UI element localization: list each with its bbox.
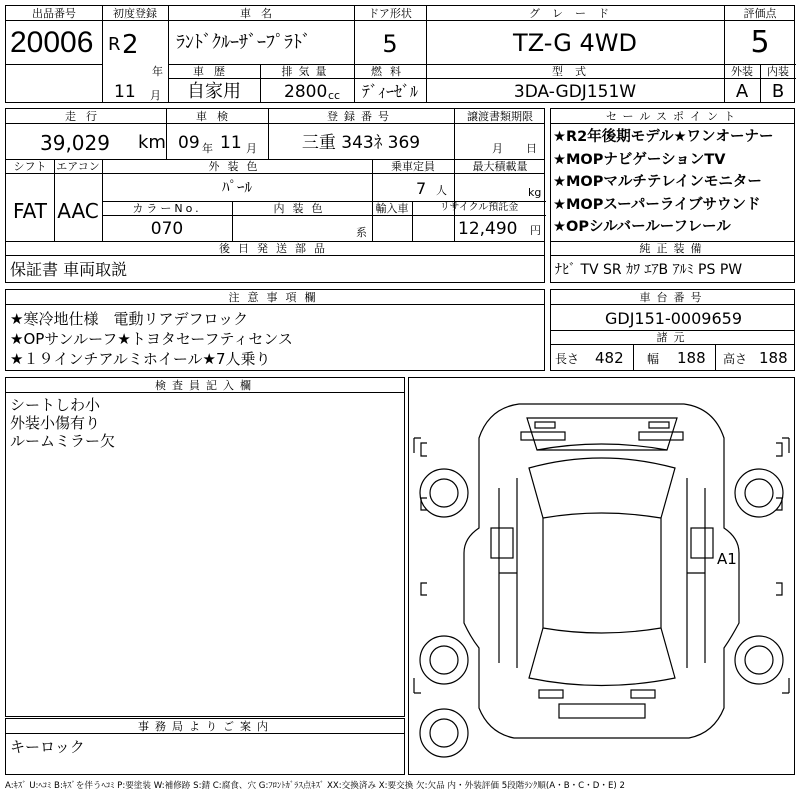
int-color-label: 内装色: [273, 202, 331, 215]
later-parts-label: 後日発送部品: [219, 242, 333, 255]
sales-point: ★MOPマルチテレインモニター: [553, 174, 762, 190]
fuel-label: 燃料: [371, 65, 409, 78]
office-section: [5, 718, 405, 775]
lot-no-label: 出品番号: [32, 7, 76, 20]
notes-label: 注意事項欄: [228, 291, 324, 304]
grade-label: グレード: [529, 7, 621, 20]
model-label: 型式: [552, 65, 598, 78]
legend: A:ｷｽﾞ U:ﾍｺﾐ B:ｷｽﾞを伴うﾍｺﾐ P:要塗装 W:補修跡 S:錆 C:腐食、穴 G:ﾌﾛﾝﾄｶﾞﾗｽ点ｷｽﾞ XX:交換済み X:要交換 欠:欠品 内・外装評価 5段階ﾗﾝｸ順(A・B・C・D・E) 2: [5, 781, 625, 791]
office-message: キーロック: [10, 738, 85, 756]
car-name-label: 車名: [240, 7, 282, 20]
notes-section: [5, 289, 545, 371]
month-unit: 月: [150, 89, 161, 102]
height: 188: [759, 349, 788, 367]
height-label: 高さ: [723, 352, 748, 366]
inspector-section: [5, 377, 405, 717]
inspector-line: ルームミラー欠: [10, 432, 116, 450]
era-letter: R: [108, 34, 121, 55]
int-color-unit: 系: [356, 226, 367, 239]
score-label: 評価点: [743, 7, 777, 20]
mileage-unit: km: [138, 132, 166, 153]
inspection-month-unit: 月: [246, 142, 257, 155]
sales-point: ★OPシルバールーフレール: [553, 219, 731, 235]
damage-mark: A1: [717, 550, 737, 568]
displacement-unit: cc: [328, 89, 341, 102]
capacity-label: 乗車定員: [391, 160, 435, 173]
sales-point: ★MOPナビゲーションTV: [553, 151, 726, 168]
chassis-number: GDJ151-0009659: [604, 309, 742, 328]
sales-point: ★R2年後期モデル★ワンオーナー: [553, 129, 774, 145]
first-reg-year: 2: [122, 30, 139, 60]
capacity-unit: 人: [436, 184, 447, 197]
mileage: 39,029: [40, 131, 110, 155]
office-label: 事務局よりご案内: [138, 720, 274, 733]
first-reg-label: 初度登録: [113, 7, 157, 20]
sales-points: [550, 108, 795, 283]
recycle-unit: 円: [530, 224, 541, 237]
int-score: B: [771, 81, 785, 102]
inspector-label: 検査員記入欄: [155, 379, 257, 392]
recycle-fee: 12,490: [458, 219, 518, 239]
registration-number: 三重 343ﾈ 369: [301, 133, 421, 153]
lot-number: 20006: [10, 26, 94, 59]
history-label: 車歴: [193, 65, 235, 78]
ext-color: ﾊﾟｰﾙ: [221, 178, 252, 196]
air-conditioner: AAC: [57, 199, 99, 223]
transfer-day-unit: 日: [526, 142, 537, 155]
ext-label: 外装: [731, 65, 753, 78]
car-history: 自家用: [187, 81, 241, 102]
equipment: ﾅﾋﾞ TV SR ｶﾜ ｴｱB ｱﾙﾐ PS PW: [555, 262, 743, 278]
ac-label: エアコン: [56, 160, 100, 173]
score: 5: [750, 25, 770, 60]
sales-points-label: セールスポイント: [605, 110, 741, 123]
top-section: [5, 5, 795, 103]
chassis-section: [550, 289, 795, 371]
inspection-year: 09: [178, 133, 200, 153]
chassis-label: 車台番号: [639, 291, 708, 304]
vehicle-details: [5, 108, 545, 283]
model-code: 3DA-GDJ151W: [513, 82, 637, 102]
car-name: ﾗﾝﾄﾞｸﾙｰｻﾞｰﾌﾟﾗﾄﾞ: [176, 32, 311, 53]
reg-no-label: 登録番号: [327, 110, 395, 123]
max-load-unit: kg: [528, 186, 542, 199]
sales-point: ★MOPスーパーライブサウンド: [553, 196, 761, 213]
inspection-label: 車検: [196, 110, 238, 123]
width-label: 幅: [647, 352, 660, 366]
import-label: 輸入車: [375, 202, 409, 215]
car-diagram-drawing: [409, 378, 794, 774]
sales-points-list: [553, 126, 774, 239]
width: 188: [677, 349, 706, 367]
first-reg-month: 11: [114, 82, 136, 102]
length: 482: [595, 349, 624, 367]
note-line: ★OPサンルーフ★トヨタセーフティセンス: [10, 330, 293, 348]
length-label: 長さ: [555, 352, 580, 366]
inspector-line: シートしわ小: [10, 396, 101, 414]
fuel: ﾃﾞｨｰｾﾞﾙ: [361, 82, 418, 101]
note-line: ★寒冷地仕様 電動リアデフロック: [10, 310, 249, 328]
shift: FAT: [12, 199, 47, 223]
inspection-month: 11: [220, 133, 242, 153]
transfer-label: 譲渡書類期限: [467, 110, 533, 123]
car-diagram: [408, 377, 795, 775]
shift-label: シフト: [13, 160, 47, 173]
inspection-year-unit: 年: [202, 142, 213, 155]
ext-score: A: [735, 81, 749, 102]
color-number: 070: [150, 219, 184, 239]
inspector-line: 外装小傷有り: [10, 414, 101, 432]
specs-label: 諸元: [656, 331, 691, 344]
capacity: 7: [416, 179, 427, 198]
color-no-label: カラーNo.: [132, 202, 202, 215]
equipment-label: 純正装備: [639, 242, 708, 255]
int-label: 内装: [767, 65, 789, 78]
note-line: ★１９インチアルミホイール★7人乗り: [10, 350, 271, 368]
displacement: 2800: [284, 82, 328, 102]
recycle-label: リサイクル預託金: [439, 202, 519, 213]
displacement-label: 排気量: [281, 65, 333, 78]
max-load-label: 最大積載量: [472, 160, 528, 173]
grade: TZ-G 4WD: [513, 29, 637, 57]
later-parts: 保証書 車両取説: [10, 260, 128, 279]
door-count: 5: [382, 30, 398, 58]
ext-color-label: 外装色: [208, 160, 266, 173]
mileage-label: 走行: [65, 110, 107, 123]
door-label: ドア形状: [368, 7, 412, 20]
year-unit: 年: [152, 65, 163, 78]
transfer-month-unit: 月: [492, 142, 503, 155]
